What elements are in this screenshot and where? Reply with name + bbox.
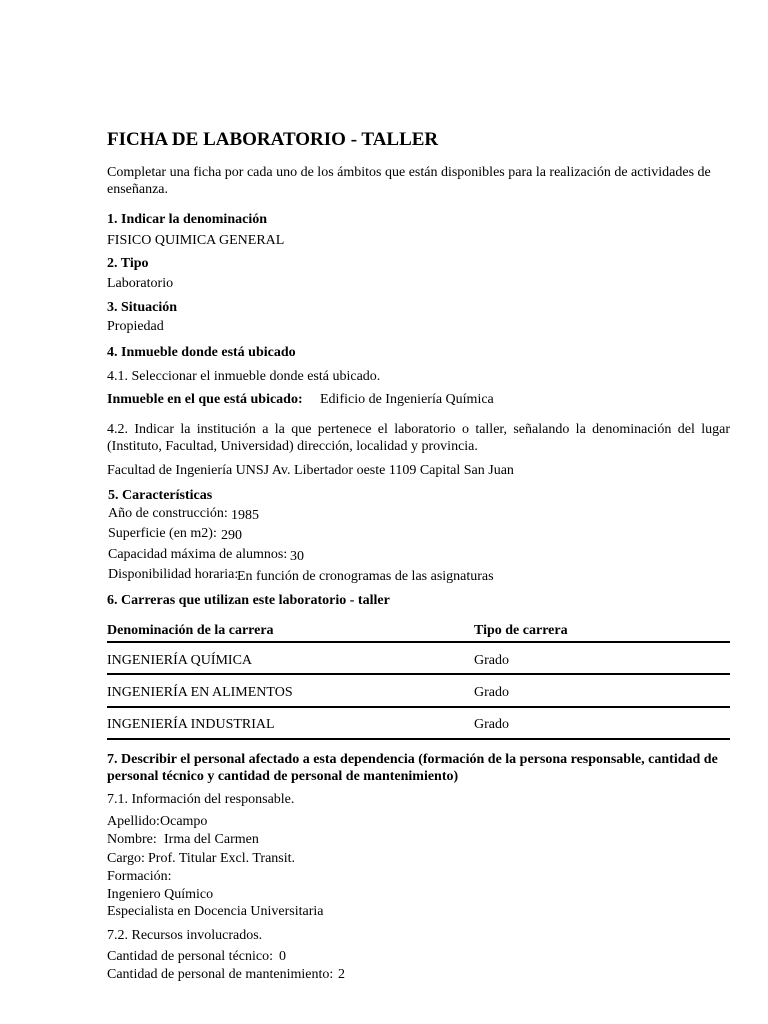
career-name: INGENIERÍA INDUSTRIAL <box>107 717 275 732</box>
availability-value: En función de cronogramas de las asignaturas <box>237 569 494 584</box>
capacity-value: 30 <box>290 549 304 564</box>
column-header-career-type: Tipo de carrera <box>474 623 568 638</box>
surname-value: Ocampo <box>160 814 208 829</box>
availability-label: Disponibilidad horaria: <box>108 567 239 582</box>
table-row-rule <box>107 706 730 708</box>
position-label: Cargo: <box>107 851 145 866</box>
building-value: Edificio de Ingeniería Química <box>320 392 494 407</box>
section-1-heading: 1. Indicar la denominación <box>107 212 267 227</box>
career-type: Grado <box>474 685 509 700</box>
education-specialization: Especialista en Docencia Universitaria <box>107 904 324 919</box>
building-label: Inmueble en el que está ubicado: <box>107 392 303 407</box>
section-6-heading: 6. Carreras que utilizan este laboratorio - taller <box>107 593 390 608</box>
section-5-heading: 5. Características <box>108 488 213 503</box>
career-type: Grado <box>474 653 509 668</box>
table-header-rule <box>107 641 730 643</box>
building-question: 4.1. Seleccionar el inmueble donde está ubicado. <box>107 369 381 384</box>
maintenance-staff-label: Cantidad de personal de mantenimiento: <box>107 967 334 982</box>
surname-label: Apellido: <box>107 814 160 829</box>
name-value: Irma del Carmen <box>164 832 259 847</box>
technical-staff-value: 0 <box>279 949 286 964</box>
education-degree: Ingeniero Químico <box>107 887 214 902</box>
education-label: Formación: <box>107 869 172 884</box>
denomination-value: FISICO QUIMICA GENERAL <box>107 233 285 248</box>
table-row-rule <box>107 673 730 675</box>
section-2-heading: 2. Tipo <box>107 256 149 271</box>
construction-year-label: Año de construcción: <box>108 506 228 521</box>
page-title: FICHA DE LABORATORIO - TALLER <box>107 129 439 150</box>
career-name: INGENIERÍA QUÍMICA <box>107 653 253 668</box>
type-value: Laboratorio <box>107 276 174 291</box>
table-bottom-rule <box>107 738 730 740</box>
institution-question: 4.2. Indicar la institución a la que pertenece el laboratorio o taller, señalando la denominación del lugar (Instituto, Facultad, Universidad) dirección, localidad y provincia. <box>107 422 730 454</box>
capacity-label: Capacidad máxima de alumnos: <box>108 547 288 562</box>
institution-address: Facultad de Ingeniería UNSJ Av. Libertador oeste 1109 Capital San Juan <box>107 463 514 478</box>
column-header-career: Denominación de la carrera <box>107 623 274 638</box>
area-label: Superficie (en m2): <box>108 526 217 541</box>
maintenance-staff-value: 2 <box>338 967 345 982</box>
career-name: INGENIERÍA EN ALIMENTOS <box>107 685 293 700</box>
section-4-heading: 4. Inmueble donde está ubicado <box>107 345 296 360</box>
situation-value: Propiedad <box>107 319 164 334</box>
technical-staff-label: Cantidad de personal técnico: <box>107 949 273 964</box>
career-type: Grado <box>474 717 509 732</box>
name-label: Nombre: <box>107 832 157 847</box>
position-value: Prof. Titular Excl. Transit. <box>148 851 296 866</box>
resources-question: 7.2. Recursos involucrados. <box>107 928 263 943</box>
construction-year-value: 1985 <box>231 508 259 523</box>
intro-text: Completar una ficha por cada uno de los ámbitos que están disponibles para la realización de actividades de enseñanza. <box>107 165 711 197</box>
section-3-heading: 3. Situación <box>107 300 178 315</box>
section-7-heading: 7. Describir el personal afectado a esta dependencia (formación de la persona responsable, cantidad de personal técnico y cantidad de personal de mantenimiento) <box>107 752 718 784</box>
area-value: 290 <box>221 528 242 543</box>
responsible-info-question: 7.1. Información del responsable. <box>107 792 295 807</box>
